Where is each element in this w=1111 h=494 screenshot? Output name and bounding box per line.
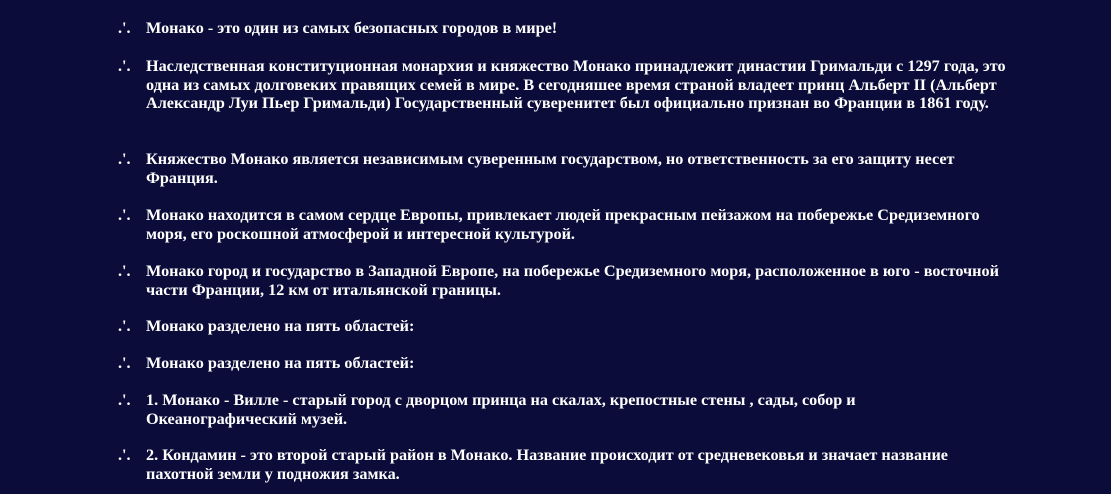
bullet-mark: .'. <box>118 57 131 75</box>
list-item <box>118 354 1008 373</box>
list-item <box>118 391 1008 428</box>
bullet-mark: .'. <box>118 317 131 335</box>
bullet-mark: .'. <box>118 206 131 224</box>
list-item <box>118 262 1008 299</box>
bullet-mark: .'. <box>118 354 131 372</box>
bullet-mark: .'. <box>118 446 131 464</box>
item-text: Наследственная конституционная монархия и княжество Монако принадлежит династии Гримальди с 1297 года, это одна из самых долговеких правящих семей в мире. В сегодняшее время страной владеет принц Альберт II (Альберт Александр Луи Пьер Гримальди) Государственный суверенитет был официально признан во Франции в 1861 году. <box>146 57 1006 112</box>
item-text: Монако город и государство в Западной Европе, на побережье Средиземного моря, расположенное в юго - восточной части Франции, 12 км от итальянской границы. <box>146 262 999 299</box>
list-item <box>118 150 1008 187</box>
item-text: Монако находится в самом сердце Европы, привлекает людей прекрасным пейзажом на побережье Средиземного моря, его роскошной атмосферой и интересной культурой. <box>146 206 980 243</box>
bullet-mark: .'. <box>118 262 131 280</box>
item-text: 2. Кондамин - это второй старый район в Монако. Название происходит от средневековья и значает название пахотной земли у подножия замка. <box>146 446 948 483</box>
list-item <box>118 57 1008 113</box>
bullet-mark: .'. <box>118 150 131 168</box>
item-text: Монако разделено на пять областей: <box>146 354 415 372</box>
list-item <box>118 206 1008 243</box>
item-text: 1. Монако - Вилле - старый город с дворцом принца на скалах, крепостные стены , сады, собор и Океанографический музей. <box>146 391 856 428</box>
bullet-mark: .'. <box>118 19 131 37</box>
bullet-mark: .'. <box>118 391 131 409</box>
item-text: Княжество Монако является независимым суверенным государством, но ответственность за его защиту несет Франция. <box>146 150 955 187</box>
item-text: Монако разделено на пять областей: <box>146 317 415 335</box>
item-text: Монако - это один из самых безопасных городов в мире! <box>146 19 558 37</box>
list-item <box>118 446 1008 483</box>
list-item <box>118 317 1008 336</box>
list-item <box>118 19 1008 38</box>
